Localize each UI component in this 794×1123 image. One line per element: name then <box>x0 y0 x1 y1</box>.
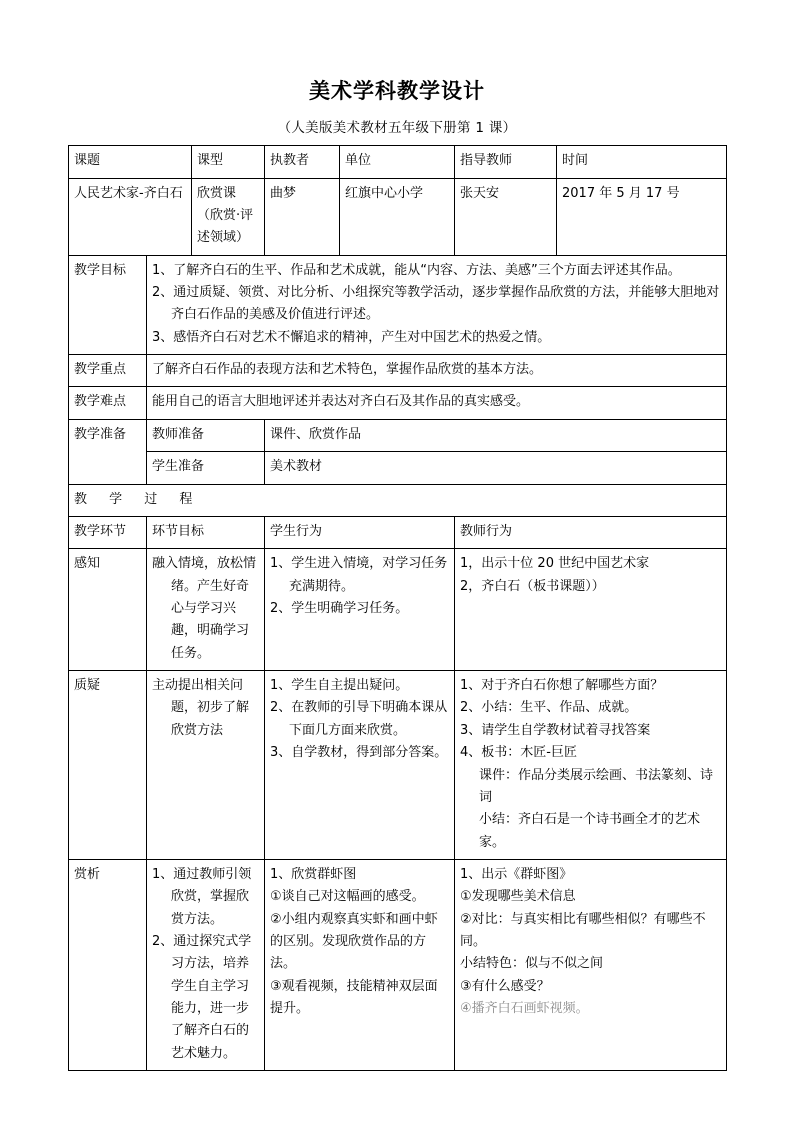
process-teacher-cell-item: ①发现哪些美术信息 <box>460 889 576 905</box>
difficulty-content: 能用自己的语言大胆地评述并表达对齐白石及其作品的真实感受。 <box>147 387 727 419</box>
info-header-school: 单位 <box>340 146 455 178</box>
process-header-goal: 环节目标 <box>147 516 265 548</box>
process-header-stage: 教学环节 <box>69 516 147 548</box>
process-teacher-cell-item: 1、出示《群虾图》 <box>460 866 573 882</box>
info-header-row <box>69 146 727 178</box>
objective-item: 2、通过质疑、领赏、对比分析、小组探究等教学活动，逐步掌握作品欣赏的方法，并能够大胆地对齐白石作品的美感及价值进行评述。 <box>152 285 720 323</box>
objective-item: 3、感悟齐白石对艺术不懈追求的精神，产生对中国艺术的热爱之情。 <box>152 329 551 345</box>
process-stage-label: 感知 <box>69 549 147 671</box>
key-point-label: 教学重点 <box>69 355 147 387</box>
process-goal-cell <box>147 671 265 860</box>
process-teacher-cell <box>455 859 727 1070</box>
preparation-teacher-text: 课件、欣赏作品 <box>265 419 727 451</box>
process-stage-label: 赏析 <box>69 859 147 1070</box>
process-teacher-cell-item: 2，齐白石（板书课题）） <box>460 578 605 594</box>
process-student-cell-item: 1、学生自主提出疑问。 <box>270 678 409 694</box>
preparation-teacher-label: 教师准备 <box>147 419 265 451</box>
info-header-mentor: 指导教师 <box>455 146 557 178</box>
process-student-cell <box>265 671 455 860</box>
process-student-cell-item: ②小组内观察真实虾和画中虾的区别。发现欣赏作品的方法。 <box>270 911 438 972</box>
process-teacher-cell-item: ④播齐白石画虾视频。 <box>460 1001 589 1017</box>
info-value-type: 欣赏课（欣赏·评述领域） <box>192 178 265 255</box>
page-title: 美术学科教学设计 <box>309 79 485 103</box>
preparation-student-row <box>69 452 727 484</box>
process-student-cell-item: 1、欣赏群虾图 <box>270 866 357 882</box>
process-teacher-cell-item: 4、板书：木匠-巨匠 <box>460 745 577 761</box>
key-point-row <box>69 355 727 387</box>
process-goal-item: 融入情境，放松情绪。产生好奇心与学习兴趣，明确学习任务。 <box>152 556 257 661</box>
process-student-cell-item: ③观看视频，技能精神双层面提升。 <box>270 978 438 1017</box>
info-value-row <box>69 178 727 255</box>
process-header-teacher: 教师行为 <box>455 516 727 548</box>
info-value-topic: 人民艺术家-齐白石 <box>69 178 192 255</box>
process-teacher-cell-item: 小结：齐白石是一个诗书画全才的艺术家。 <box>479 812 701 850</box>
key-point-content: 了解齐白石作品的表现方法和艺术特色，掌握作品欣赏的基本方法。 <box>147 355 727 387</box>
process-teacher-cell-item: 1、对于齐白石你想了解哪些方面？ <box>460 678 664 694</box>
process-student-cell-item: ①谈自己对这幅画的感受。 <box>270 889 425 905</box>
process-row <box>69 549 727 671</box>
process-header-student: 学生行为 <box>265 516 455 548</box>
process-teacher-cell-item: 2、小结：生平、作品、成就。 <box>460 700 638 716</box>
process-teacher-cell-item: 课件：作品分类展示绘画、书法篆刻、诗词 <box>479 767 714 805</box>
preparation-student-text: 美术教材 <box>265 452 727 484</box>
process-header-row <box>69 516 727 548</box>
objectives-label: 教学目标 <box>69 255 147 354</box>
objectives-content <box>147 255 727 354</box>
process-student-cell-item: 2、在教师的引导下明确本课从下面几方面来欣赏。 <box>270 700 448 738</box>
info-header-type: 课型 <box>192 146 265 178</box>
process-row <box>69 859 727 1070</box>
process-student-cell-item: 1、学生进入情境，对学习任务充满期待。 <box>270 556 448 594</box>
process-teacher-cell-item: ②对比：与真实相比有哪些相似？有哪些不同。 <box>460 911 706 950</box>
process-row <box>69 671 727 860</box>
process-teacher-cell <box>455 549 727 671</box>
info-value-mentor: 张天安 <box>455 178 557 255</box>
process-student-cell <box>265 859 455 1070</box>
process-stage-label: 质疑 <box>69 671 147 860</box>
preparation-teacher-row <box>69 419 727 451</box>
difficulty-label: 教学难点 <box>69 387 147 419</box>
process-banner-row <box>69 484 727 516</box>
info-header-topic: 课题 <box>69 146 192 178</box>
process-goal-item: 主动提出相关问题，初步了解欣赏方法 <box>152 678 250 738</box>
process-teacher-cell <box>455 671 727 860</box>
info-value-teacher: 曲梦 <box>265 178 340 255</box>
objectives-row <box>69 255 727 354</box>
info-header-teacher: 执教者 <box>265 146 340 178</box>
process-teacher-cell-item: 小结特色：似与不似之间 <box>460 956 604 972</box>
objective-item: 1、了解齐白石的生平、作品和艺术成就，能从“内容、方法、美感”三个方面去评述其作品。 <box>152 262 681 278</box>
process-teacher-cell-item: ③有什么感受？ <box>460 978 550 994</box>
process-goal-cell <box>147 549 265 671</box>
preparation-label: 教学准备 <box>69 419 147 484</box>
process-goal-cell <box>147 859 265 1070</box>
info-value-date: 2017 年 5 月 17 号 <box>557 178 727 255</box>
lesson-plan-table <box>68 145 727 1071</box>
process-student-cell-item: 2、学生明确学习任务。 <box>270 601 409 616</box>
process-goal-item: 2、通过探究式学习方法，培养学生自主学习能力，进一步了解齐白石的艺术魅力。 <box>152 934 252 1061</box>
process-teacher-cell-item: 3、请学生自学教材试着寻找答案 <box>460 722 651 738</box>
page-subtitle: （人美版美术教材五年级下册第 1 课） <box>277 120 517 137</box>
process-student-cell <box>265 549 455 671</box>
process-banner: 教 学 过 程 <box>69 484 727 516</box>
preparation-student-label: 学生准备 <box>147 452 265 484</box>
process-goal-item: 1、通过教师引领欣赏，掌握欣赏方法。 <box>152 866 252 927</box>
info-value-school: 红旗中心小学 <box>340 178 455 255</box>
process-student-cell-item: 3、自学教材，得到部分答案。 <box>270 745 448 761</box>
difficulty-row <box>69 387 727 419</box>
process-teacher-cell-item: 1，出示十位 20 世纪中国艺术家 <box>460 556 650 572</box>
info-header-date: 时间 <box>557 146 727 178</box>
